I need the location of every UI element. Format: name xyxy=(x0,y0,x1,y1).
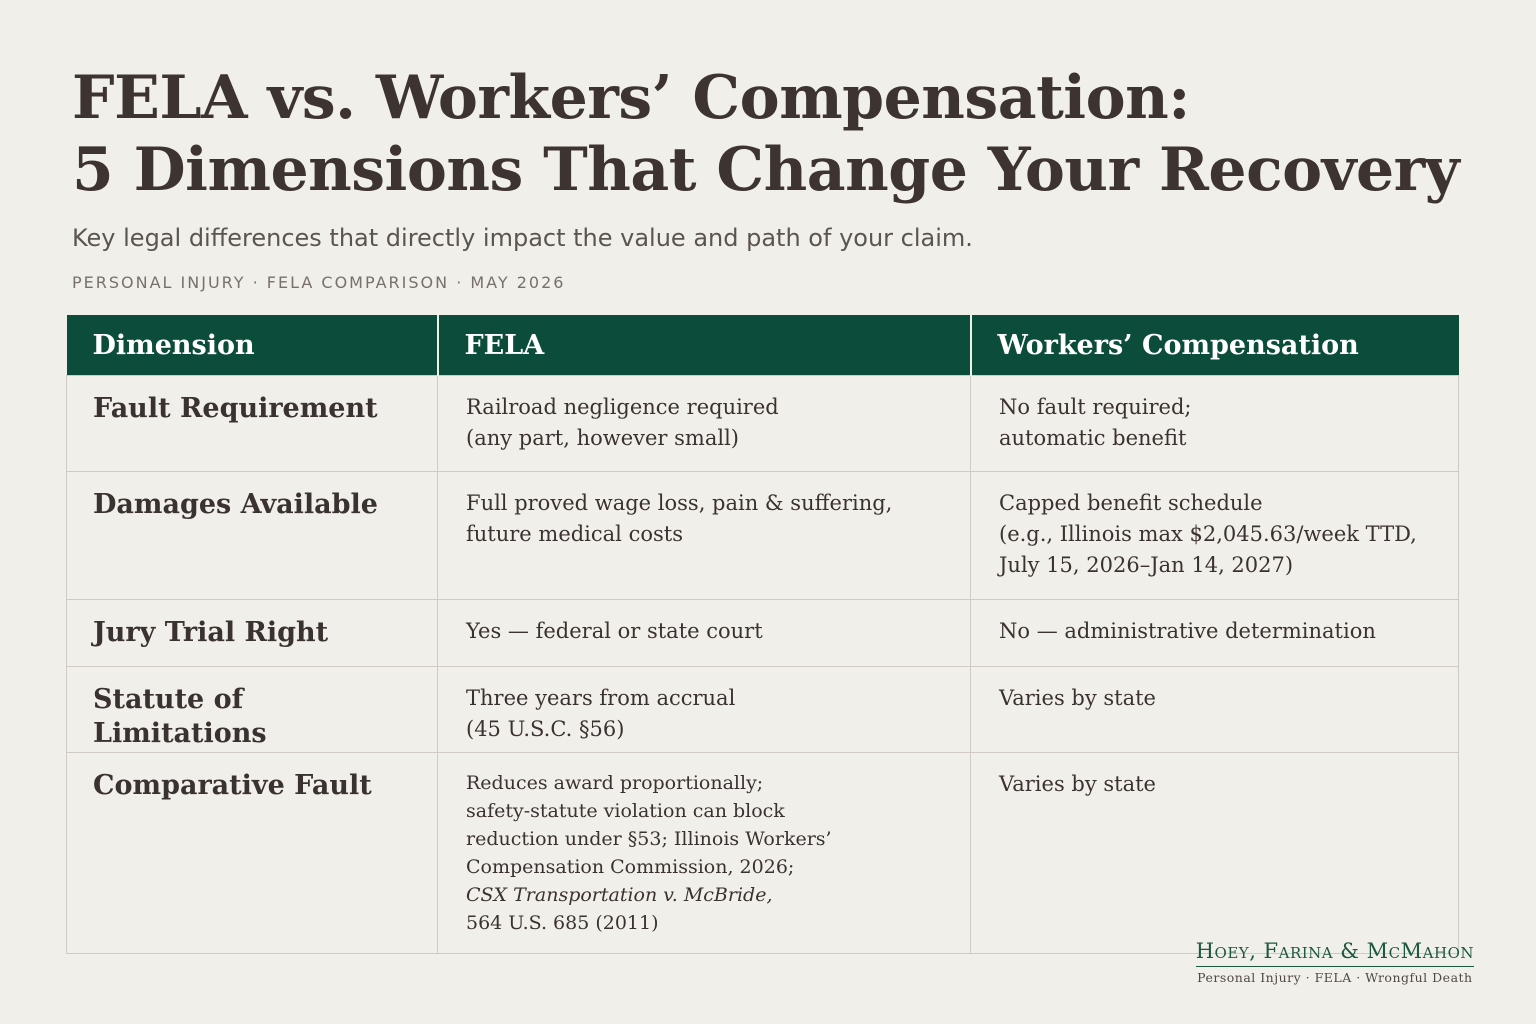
firm-tagline: Personal Injury · FELA · Wrongful Death xyxy=(1197,970,1473,985)
cell-line: reduction under §53; Illinois Workers’ xyxy=(466,828,832,850)
cell-line: 564 U.S. 685 (2011) xyxy=(466,912,659,934)
dimension-cell: Comparative Fault xyxy=(67,753,438,954)
wc-cell xyxy=(971,667,1459,753)
case-citation: CSX Transportation v. McBride, xyxy=(466,884,773,906)
dimension-cell: Fault Requirement xyxy=(67,376,438,472)
cell-line: Compensation Commission, 2026; xyxy=(466,856,795,878)
fela-cell xyxy=(438,667,971,753)
fela-cell xyxy=(438,753,971,954)
dimension-cell: Jury Trial Right xyxy=(67,600,438,667)
page-subtitle: Key legal differences that directly impact the value and path of your claim. xyxy=(72,224,973,252)
table-row xyxy=(67,667,1459,753)
title-line-1: FELA vs. Workers’ Compensation: xyxy=(72,63,1190,133)
dimension-cell: Damages Available xyxy=(67,472,438,600)
header-workers-comp: Workers’ Compensation xyxy=(971,315,1459,376)
cell-line: Varies by state xyxy=(999,686,1156,710)
firm-name: Hoey, Farina & McMahon xyxy=(1196,938,1474,967)
cell-line: No — administrative determination xyxy=(999,619,1376,643)
wc-cell xyxy=(971,376,1459,472)
cell-line: No fault required; xyxy=(999,395,1192,419)
table-row xyxy=(67,376,1459,472)
wc-cell xyxy=(971,472,1459,600)
header-fela: FELA xyxy=(438,315,971,376)
fela-cell xyxy=(438,472,971,600)
table-row xyxy=(67,472,1459,600)
cell-line: Full proved wage loss, pain & suffering, xyxy=(466,491,893,515)
cell-line: (e.g., Illinois max $2,045.63/week TTD, xyxy=(999,522,1417,546)
table-header-row xyxy=(67,315,1459,376)
cell-line: July 15, 2026–Jan 14, 2027) xyxy=(999,553,1294,577)
cell-line: future medical costs xyxy=(466,522,683,546)
title-line-2: 5 Dimensions That Change Your Recovery xyxy=(72,135,1460,205)
fela-cell xyxy=(438,600,971,667)
cell-line: Railroad negligence required xyxy=(466,395,779,419)
wc-cell xyxy=(971,600,1459,667)
cell-line: Three years from accrual xyxy=(466,686,736,710)
cell-line: (45 U.S.C. §56) xyxy=(466,717,625,741)
cell-line: Varies by state xyxy=(999,772,1156,796)
firm-logo xyxy=(1196,938,1474,987)
page-title xyxy=(72,62,1472,206)
table-row xyxy=(67,753,1459,954)
cell-line: Yes — federal or state court xyxy=(466,619,763,643)
dimension-cell: Statute of Limitations xyxy=(67,667,438,753)
cell-line: automatic benefit xyxy=(999,426,1187,450)
meta-line: PERSONAL INJURY · FELA COMPARISON · MAY 2026 xyxy=(72,273,566,292)
cell-line: (any part, however small) xyxy=(466,426,739,450)
header-dimension: Dimension xyxy=(67,315,438,376)
cell-line: Capped benefit schedule xyxy=(999,491,1263,515)
fela-cell xyxy=(438,376,971,472)
wc-cell xyxy=(971,753,1459,954)
cell-line: Reduces award proportionally; xyxy=(466,772,764,794)
cell-line: safety-statute violation can block xyxy=(466,800,785,822)
table-row xyxy=(67,600,1459,667)
comparison-table xyxy=(66,315,1459,954)
